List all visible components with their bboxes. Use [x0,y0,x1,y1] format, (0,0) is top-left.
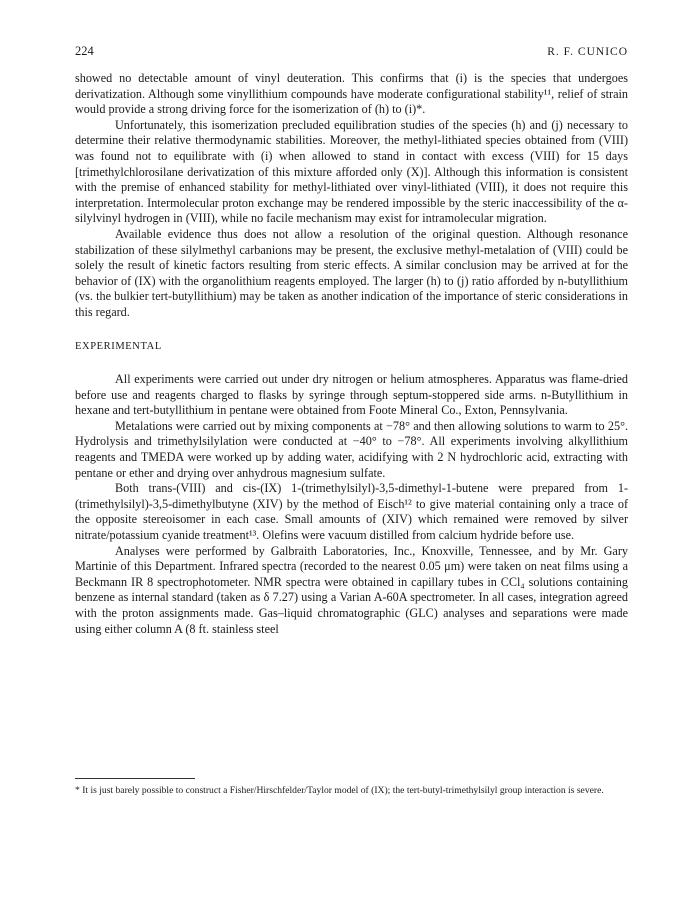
section-heading-experimental: EXPERIMENTAL [75,340,162,352]
paragraph: All experiments were carried out under dry nitrogen or helium atmospheres. Apparatus was flame-dried before use and reagents charged to flasks by syringe through septum-stoppered side arms. n-Butyllithium in hexane and tert-butyllithium in pentane were obtained from Foote Mineral Co., Exton, Pennsylvania. [75,372,628,418]
paragraph: Unfortunately, this isomerization precluded equilibration studies of the species (h) and (j) necessary to determine their relative thermodynamic stabilities. Moreover, the methyl-lithiated species obtained from (VIII) was found not to equilibrate with (i) when allowed to stand in contact with excess (VIII) for 15 days [trimethylchlorosilane derivatization of this mixture afforded only (X)]. Although this information is consistent with the premise of enhanced stability for methyl-lithiated over vinyl-lithiated (VIII), it does not require this interpretation. Intermolecular proton exchange may be rendered impossible by the steric inaccessibility of the α-silylvinyl hydrogen in (VIII), while no facile mechanism may exist for intramolecular migration. [75,117,628,226]
paragraph: Analyses were performed by Galbraith Laboratories, Inc., Knoxville, Tennessee, and by Mr. Gary Martinie of this Department. Infrared spectra (recorded to the nearest 0.05 μm) were taken on neat films using a Beckmann IR 8 spectrophotometer. NMR spectra were obtained in capillary tubes in CCl₄ solutions containing benzene as internal standard (taken as δ 7.27) using a Varian A-60A spectrometer. In all cases, integration agreed with the proton assignments made. Gas–liquid chromatographic (GLC) analyses and separations were made using either column A (8 ft. stainless steel [75,543,628,636]
paragraph-continued: showed no detectable amount of vinyl deuteration. This confirms that (i) is the species that undergoes derivatization. Although some vinyllithium compounds have moderate configurational stability¹¹, relief of strain would provide a strong driving force for the isomerization of (h) to (i)*. [75,71,628,117]
running-author: R. F. CUNICO [547,46,628,58]
paragraph: Metalations were carried out by mixing components at −78° and then allowing solutions to warm to 25°. Hydrolysis and trimethylsilylation were conducted at −40° to −78°. All experiments involving alkyllithium reagents and TMEDA were worked up by adding water, acidifying with 2 N hydrochloric acid, extracting with pentane or ether and drying over anhydrous magnesium sulfate. [75,418,628,480]
paragraph: Available evidence thus does not allow a resolution of the original question. Although resonance stabilization of these silylmethyl carbanions may be present, the exclusive methyl-metalation of (VIII) could be solely the result of kinetic factors resulting from steric effects. A similar conclusion may be arrived at for the behavior of (IX) with the organolithium reagents employed. The larger (h) to (j) ratio afforded by n-butyllithium (vs. the bulkier tert-butyllithium) may be taken as another indication of the importance of steric considerations in this regard. [75,226,628,319]
paragraph: Both trans-(VIII) and cis-(IX) 1-(trimethylsilyl)-3,5-dimethyl-1-butene were prepared from 1-(trimethylsilyl)-3,5-dimethylbutyne (XIV) by the method of Eisch¹² to give material containing only a trace of the opposite stereoisomer in each case. Small amounts of (XIV) which remained were removed by silver nitrate/potassium cyanide treatment¹³. Olefins were vacuum distilled from calcium hydride before use. [75,481,628,543]
main-text [75,71,628,637]
footnote-rule [75,778,195,779]
page-number: 224 [75,44,94,58]
footnote: * It is just barely possible to construct a Fisher/Hirschfelder/Taylor model of (IX); the tert-butyl-trimethylsilyl group interaction is severe. [75,785,604,796]
running-header [75,44,628,59]
